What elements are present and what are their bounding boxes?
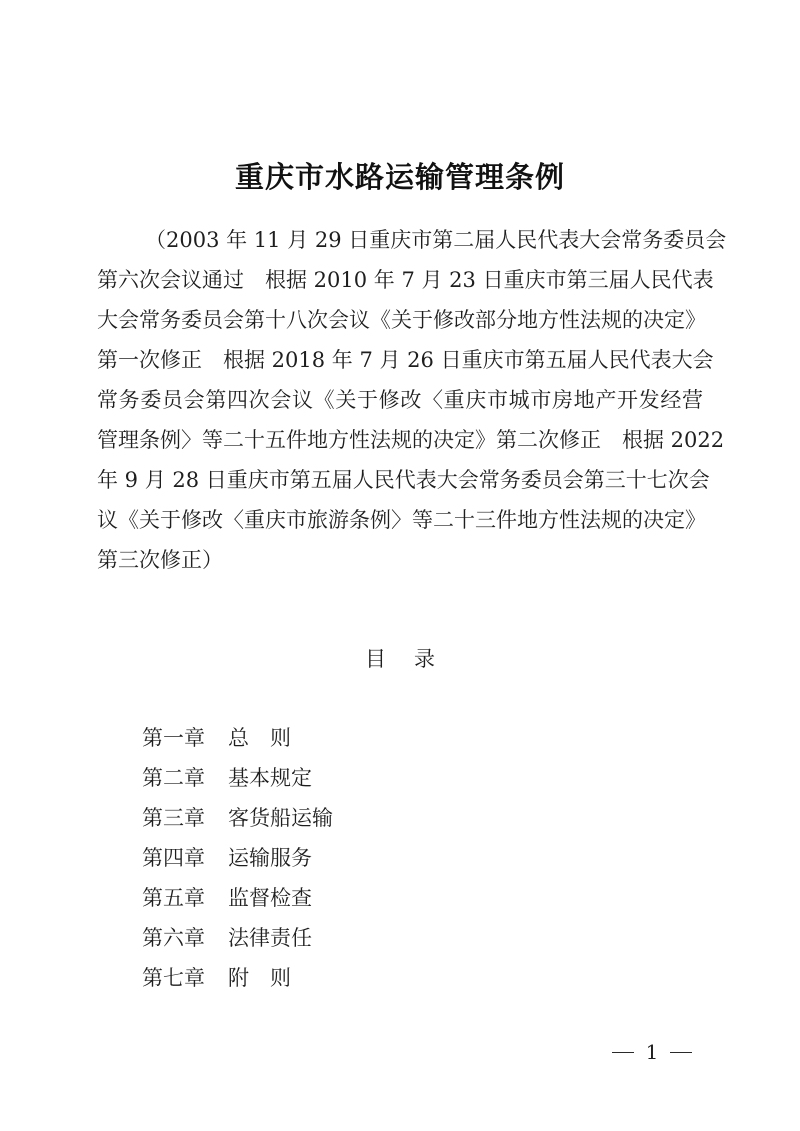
preamble-line: 常务委员会第四次会议《关于修改〈重庆市城市房地产开发经营 bbox=[97, 388, 703, 412]
toc-chapter-name: 客货船运输 bbox=[228, 806, 333, 830]
page-number-dash-right bbox=[670, 1052, 692, 1053]
preamble-line: 第三次修正） bbox=[97, 548, 223, 572]
toc-chapter-name: 总 则 bbox=[228, 726, 291, 750]
toc-item-chapter-2 bbox=[142, 758, 542, 798]
toc-chapter-number: 第五章 bbox=[142, 886, 205, 910]
table-of-contents-heading bbox=[0, 641, 800, 677]
preamble-line: 大会常务委员会第十八次会议《关于修改部分地方性法规的决定》 bbox=[97, 308, 706, 332]
toc-item-chapter-7 bbox=[142, 958, 542, 998]
toc-chapter-number: 第三章 bbox=[142, 806, 205, 830]
toc-item-chapter-6 bbox=[142, 918, 542, 958]
table-of-contents bbox=[142, 718, 542, 998]
toc-chapter-number: 第二章 bbox=[142, 766, 205, 790]
toc-heading-char: 录 bbox=[414, 647, 435, 671]
toc-item-chapter-5 bbox=[142, 878, 542, 918]
preamble-line: 第一次修正 根据 2018 年 7 月 26 日重庆市第五届人民代表大会 bbox=[97, 348, 714, 372]
preamble-line: 年 9 月 28 日重庆市第五届人民代表大会常务委员会第三十七次会 bbox=[97, 468, 710, 492]
preamble-line: 第六次会议通过 根据 2010 年 7 月 23 日重庆市第三届人民代表 bbox=[97, 268, 714, 292]
toc-chapter-name: 附 则 bbox=[228, 966, 291, 990]
toc-chapter-number: 第六章 bbox=[142, 926, 205, 950]
document-title: 重庆市水路运输管理条例 bbox=[234, 160, 565, 195]
preamble-line: （2003 年 11 月 29 日重庆市第二届人民代表大会常务委员会 bbox=[145, 228, 727, 252]
legislative-history-preamble bbox=[97, 220, 727, 580]
preamble-line: 议《关于修改〈重庆市旅游条例〉等二十三件地方性法规的决定》 bbox=[97, 508, 706, 532]
page-number-value: 1 bbox=[645, 1040, 659, 1064]
page-number bbox=[612, 1038, 692, 1066]
toc-heading-char: 目 bbox=[365, 647, 386, 671]
preamble-line: 管理条例〉等二十五件地方性法规的决定》第二次修正 根据 2022 bbox=[97, 428, 725, 452]
toc-chapter-name: 运输服务 bbox=[228, 846, 312, 870]
toc-chapter-name: 法律责任 bbox=[228, 926, 312, 950]
toc-chapter-name: 基本规定 bbox=[228, 766, 312, 790]
page-number-dash-left bbox=[612, 1052, 634, 1053]
toc-chapter-name: 监督检查 bbox=[228, 886, 312, 910]
toc-chapter-number: 第一章 bbox=[142, 726, 205, 750]
toc-chapter-number: 第七章 bbox=[142, 966, 205, 990]
toc-item-chapter-4 bbox=[142, 838, 542, 878]
toc-item-chapter-3 bbox=[142, 798, 542, 838]
toc-chapter-number: 第四章 bbox=[142, 846, 205, 870]
toc-item-chapter-1 bbox=[142, 718, 542, 758]
